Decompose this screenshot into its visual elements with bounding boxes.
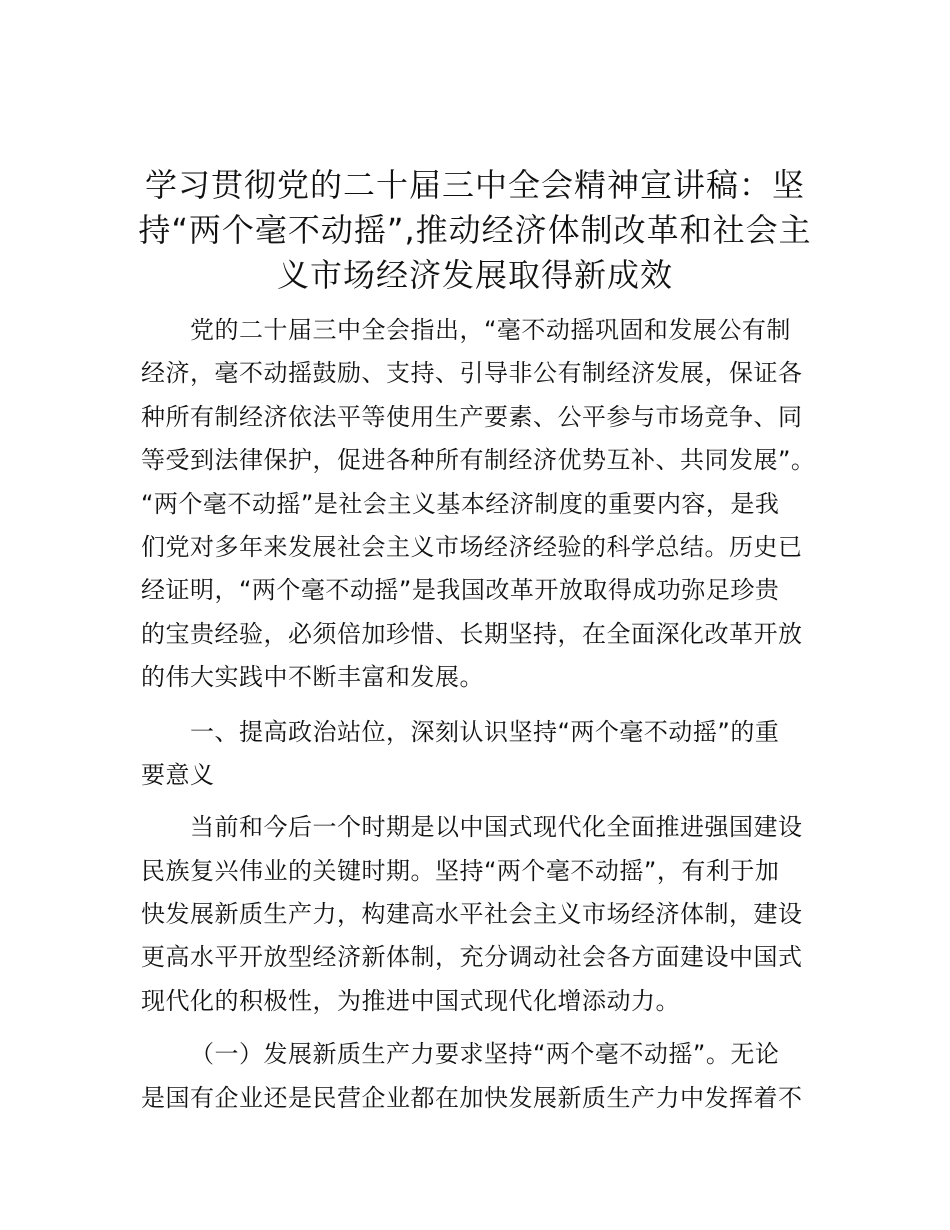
section-heading-1 xyxy=(141,711,821,798)
document-title xyxy=(130,163,820,298)
subsection-1 xyxy=(141,1033,821,1120)
paragraph-line: 的伟大实践中不断丰富和发展。 xyxy=(141,663,484,692)
paragraph-line: “两个毫不动摇”是社会主义基本经济制度的重要内容，是我 xyxy=(141,489,780,518)
paragraph-line: 现代化的积极性，为推进中国式现代化增添动力。 xyxy=(141,986,680,1015)
document-body xyxy=(141,309,821,1120)
paragraph-line: 民族复兴伟业的关键时期。坚持“两个毫不动摇”，有利于加 xyxy=(141,856,780,885)
paragraph-intro xyxy=(141,309,821,700)
title-line: 学习贯彻党的二十届三中全会精神宣讲稿：坚 xyxy=(144,166,805,204)
title-line: 义市场经济发展取得新成效 xyxy=(276,256,673,294)
paragraph-line: 的宝贵经验，必须倍加珍惜、长期坚持，在全面深化改革开放 xyxy=(141,619,803,648)
paragraph-line: 快发展新质生产力，构建高水平社会主义市场经济体制，建设 xyxy=(141,900,803,929)
paragraph-line: 等受到法律保护，促进各种所有制经济优势互补、共同发展”。 xyxy=(141,446,816,475)
paragraph-line: 党的二十届三中全会指出，“毫不动摇巩固和发展公有制 xyxy=(190,316,791,344)
paragraph-line: 当前和今后一个时期是以中国式现代化全面推进强国建设 xyxy=(190,813,803,842)
paragraph-line: 们党对多年来发展社会主义市场经济经验的科学总结。历史已 xyxy=(141,532,803,561)
paragraph-line: 经济，毫不动摇鼓励、支持、引导非公有制经济发展，保证各 xyxy=(141,359,803,388)
paragraph-line: 更高水平开放型经济新体制，充分调动社会各方面建设中国式 xyxy=(141,943,803,972)
paragraph-line: 要意义 xyxy=(141,760,215,789)
paragraph-line: 种所有制经济依法平等使用生产要素、公平参与市场竞争、同 xyxy=(141,402,803,431)
paragraph-line: （一）发展新质生产力要求坚持“两个毫不动摇”。无论 xyxy=(190,1040,780,1069)
paragraph-line: 经证明，“两个毫不动摇”是我国改革开放取得成功弥足珍贵 xyxy=(141,576,780,605)
paragraph-line: 是国有企业还是民营企业都在加快发展新质生产力中发挥着不 xyxy=(141,1083,803,1112)
paragraph-line: 一、提高政治站位，深刻认识坚持“两个毫不动摇”的重 xyxy=(190,717,780,746)
title-line: 持“两个毫不动摇”,推动经济体制改革和社会主 xyxy=(138,211,812,249)
paragraph-context xyxy=(141,806,821,1023)
